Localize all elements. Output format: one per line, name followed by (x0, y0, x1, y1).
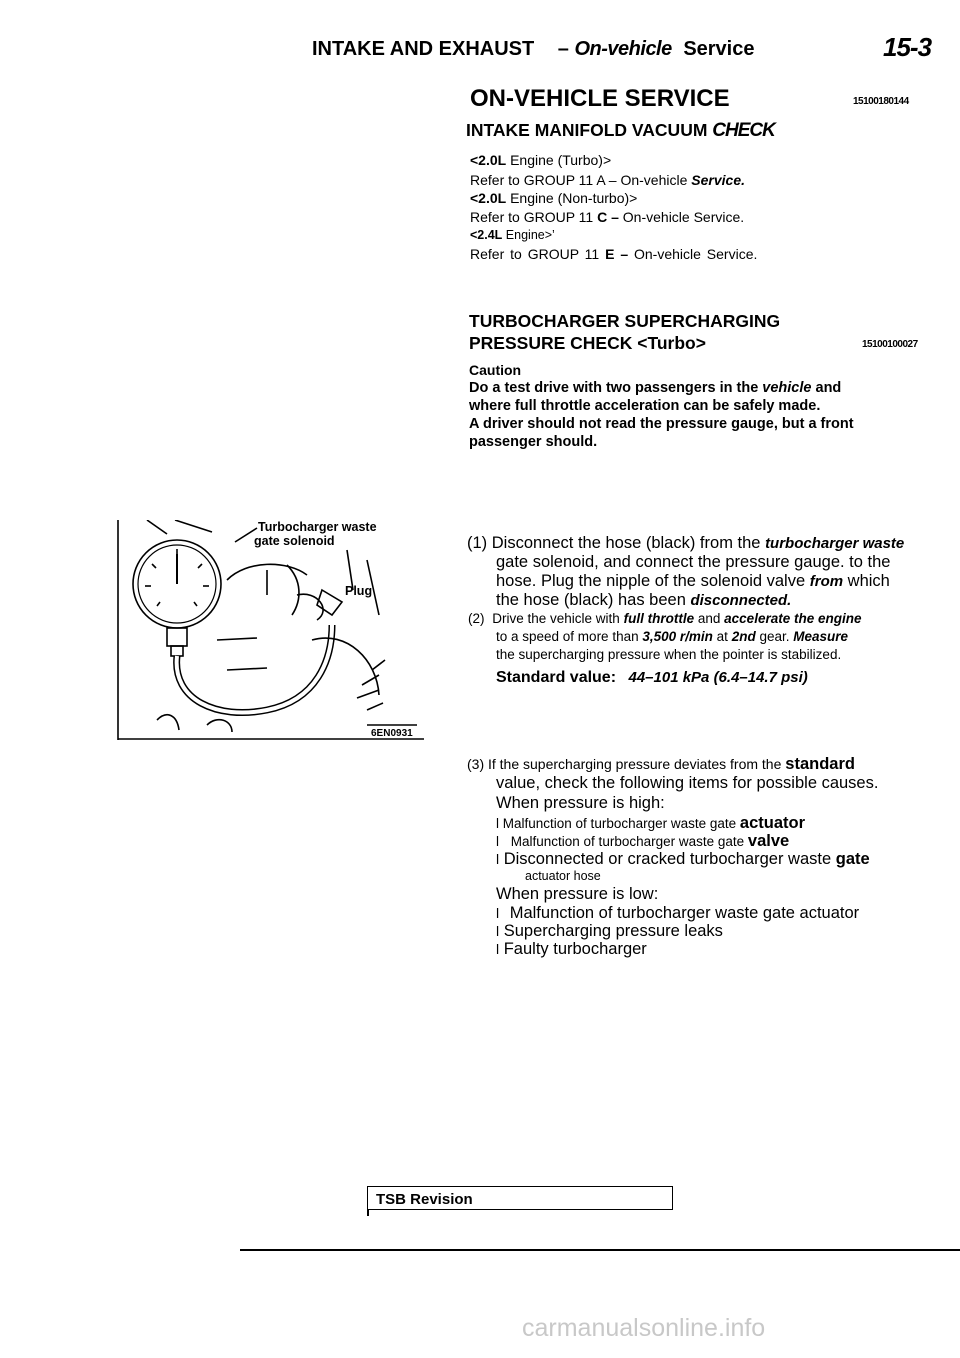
figure-label-plug: Plug (345, 584, 373, 598)
step1-line1: (1) Disconnect the hose (black) from the turbocharger waste (467, 534, 905, 552)
standard-value-label: Standard value: (496, 669, 617, 686)
refer-group-11a: Refer to GROUP 11 A – On-vehicle Service. (470, 172, 745, 188)
low-pressure-label: When pressure is low: (496, 885, 659, 903)
caution-line-3: A driver should not read the pressure gauge, but a front (469, 416, 854, 432)
caution-line-4: passenger should. (469, 434, 598, 450)
watermark: carmanualsonline.info (522, 1314, 766, 1342)
standard-value-number: 44–101 kPa (6.4–14.7 psi) (628, 669, 808, 686)
high-pressure-label: When pressure is high: (496, 794, 665, 812)
intake-vacuum-title: INTAKE MANIFOLD VACUUM (466, 120, 708, 140)
section-title-turbo-line2: PRESSURE CHECK <Turbo> (469, 333, 706, 353)
caution-label: Caution (469, 362, 522, 378)
step1-line2: gate solenoid, and connect the pressure gauge. to the (496, 553, 891, 571)
low-item-2: l Supercharging pressure leaks (496, 922, 723, 940)
engine-2-4: <2.4L Engine>’ (470, 228, 555, 242)
section-title-turbo-line1: TURBOCHARGER SUPERCHARGING (469, 311, 781, 331)
high-item-1: l Malfunction of turbocharger waste gate actuator (496, 814, 806, 832)
step2-line1: (2) Drive the vehicle with full throttle and accelerate the engine (468, 611, 862, 626)
figure-code: 6EN0931 (371, 728, 413, 739)
step2-line3: the supercharging pressure when the pointer is stabilized. (496, 647, 842, 662)
pressure-gauge-illustration (117, 520, 425, 740)
figure-label-solenoid-2: gate solenoid (254, 534, 335, 548)
section-title-intake-vacuum (466, 120, 775, 142)
header-section: INTAKE AND EXHAUST (312, 38, 535, 60)
page-number: 15-3 (883, 32, 932, 62)
tsb-revision-label: TSB Revision (376, 1191, 473, 1208)
header-dash: – (557, 38, 569, 60)
reference-code: 15100180144 (853, 96, 909, 107)
page-header (312, 38, 754, 61)
refer-group-11e: Refer to GROUP 11 E – On-vehicle Service. (470, 246, 758, 262)
caution-line-2: where full throttle acceleration can be safely made. (469, 398, 821, 414)
step1-line4: the hose (black) has been disconnected. (496, 591, 792, 609)
section-title-onvehicle-service: ON-VEHICLE SERVICE (470, 85, 730, 112)
high-item-2: l Malfunction of turbocharger waste gate valve (496, 832, 790, 850)
low-item-3: l Faulty turbocharger (496, 940, 647, 958)
intake-vacuum-check: CHECK (712, 120, 775, 141)
engine-2-0-turbo: <2.0L Engine (Turbo)> (470, 152, 612, 168)
high-item-3-cont: actuator hose (525, 869, 601, 883)
step2-line2: to a speed of more than 3,500 r/min at 2nd gear. Measure (496, 629, 849, 644)
reference-code-turbo: 15100100027 (862, 339, 918, 350)
step1-line3: hose. Plug the nipple of the solenoid valve from which (496, 572, 890, 590)
tsb-box-stub (367, 1210, 369, 1216)
tsb-revision-box (367, 1186, 673, 1210)
header-service: Service (683, 38, 755, 60)
caution-line-1: Do a test drive with two passengers in the vehicle and (469, 380, 842, 396)
bottom-rule (240, 1249, 960, 1251)
engine-2-0-nonturbo: <2.0L Engine (Non-turbo)> (470, 190, 638, 206)
step3-line2: value, check the following items for possible causes. (496, 774, 879, 792)
header-onvehicle: On-vehicle (574, 38, 672, 60)
figure-label-solenoid-1: Turbocharger waste (258, 520, 377, 534)
standard-value (496, 669, 808, 687)
refer-group-11c: Refer to GROUP 11 C – On-vehicle Service. (470, 209, 745, 225)
low-item-1: l Malfunction of turbocharger waste gate actuator (496, 904, 860, 922)
gauge-drawing (117, 520, 425, 740)
step3-line1: (3) If the supercharging pressure deviates from the standard (467, 755, 855, 773)
high-item-3: l Disconnected or cracked turbocharger waste gate (496, 850, 870, 868)
